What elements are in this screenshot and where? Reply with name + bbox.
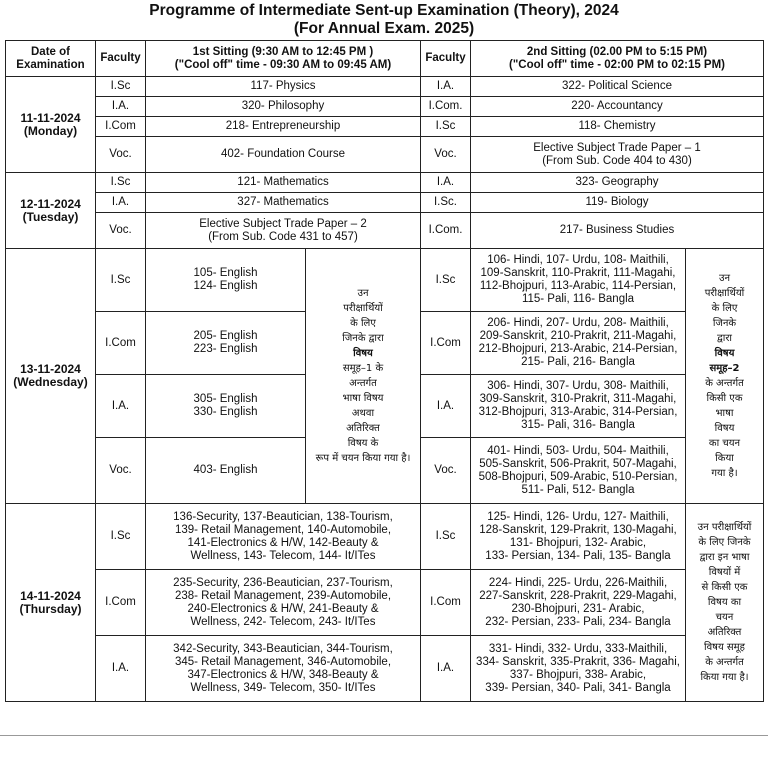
exam-schedule-table — [5, 40, 764, 702]
faculty-cell: I.Com — [421, 312, 471, 375]
faculty-cell: Voc. — [421, 438, 471, 504]
document-header — [0, 0, 768, 40]
faculty-cell: I.A. — [421, 375, 471, 438]
table-row — [6, 193, 764, 213]
subject-cell: 327- Mathematics — [146, 193, 421, 213]
subject-cell: Elective Subject Trade Paper – 2 (From Sub. Code 431 to 457) — [146, 213, 421, 249]
faculty-cell: I.Com. — [421, 213, 471, 249]
col-sitting-1: 1st Sitting (9:30 AM to 12:45 PM ) ("Cool off" time - 09:30 AM to 09:45 AM) — [146, 41, 421, 77]
subject-cell: 402- Foundation Course — [146, 137, 421, 173]
subject-cell: 323- Geography — [471, 173, 764, 193]
col-sitting-2: 2nd Sitting (02.00 PM to 5:15 PM) ("Cool off" time - 02:00 PM to 02:15 PM) — [471, 41, 764, 77]
faculty-cell: I.Com — [96, 570, 146, 636]
subject-cell: 403- English — [146, 438, 306, 504]
faculty-cell: I.Sc — [421, 249, 471, 312]
subject-cell: 322- Political Science — [471, 77, 764, 97]
table-row — [6, 117, 764, 137]
col-faculty-2: Faculty — [421, 41, 471, 77]
faculty-cell: Voc. — [96, 137, 146, 173]
subject-cell: 320- Philosophy — [146, 97, 421, 117]
faculty-cell: I.Sc — [96, 173, 146, 193]
table-row — [6, 173, 764, 193]
faculty-cell: I.Sc — [421, 504, 471, 570]
subject-cell: 136-Security, 137-Beautician, 138-Tourism, 139- Retail Management, 140-Automobile, 141-Electronics & H/W, 142-Beauty & Wellness, 143- Telecom, 144- It/ITes — [146, 504, 421, 570]
subject-cell: 235-Security, 236-Beautician, 237-Tourism, 238- Retail Management, 239-Automobile, 240-Electronics & H/W, 241-Beauty & Wellness, 242- Telecom, 243- It/ITes — [146, 570, 421, 636]
header-row — [6, 41, 764, 77]
hindi-note-cell: उन परीक्षार्थियों के लिए जिनके द्वारा विषय समूह–1 के अन्तर्गत भाषा विषय अथवा अतिरिक्त विषय के रूप में चयन किया गया है। — [306, 249, 421, 504]
table-row — [6, 137, 764, 173]
faculty-cell: I.A. — [421, 173, 471, 193]
faculty-cell: I.A. — [421, 636, 471, 702]
table-row — [6, 504, 764, 570]
faculty-cell: I.A. — [421, 77, 471, 97]
subject-cell: 217- Business Studies — [471, 213, 764, 249]
date-cell: 11-11-2024 (Monday) — [6, 77, 96, 173]
subject-cell: 224- Hindi, 225- Urdu, 226-Maithili, 227-Sanskrit, 228-Prakrit, 229-Magahi, 230-Bhojpuri, 231- Arabic, 232- Persian, 233- Pali, 234- Bangla — [471, 570, 686, 636]
subject-cell: 105- English 124- English — [146, 249, 306, 312]
table-row — [6, 77, 764, 97]
date-cell: 12-11-2024 (Tuesday) — [6, 173, 96, 249]
subject-cell: Elective Subject Trade Paper – 1 (From Sub. Code 404 to 430) — [471, 137, 764, 173]
table-row — [6, 97, 764, 117]
hindi-note-cell: उन परीक्षार्थियों के लिए जिनके द्वारा विषय समूह–2 के अन्तर्गत किसी एक भाषा विषय का चयन किया गया है। — [686, 249, 764, 504]
subject-cell: 118- Chemistry — [471, 117, 764, 137]
date-cell: 13-11-2024 (Wednesday) — [6, 249, 96, 504]
faculty-cell: I.Com — [96, 312, 146, 375]
faculty-cell: I.Com — [96, 117, 146, 137]
faculty-cell: I.A. — [96, 375, 146, 438]
subject-cell: 206- Hindi, 207- Urdu, 208- Maithili, 209-Sanskrit, 210-Prakrit, 211-Magahi, 212-Bhojpuri, 213-Arabic, 214-Persian, 215- Pali, 216- Bangla — [471, 312, 686, 375]
table-row — [6, 249, 764, 312]
subject-cell: 342-Security, 343-Beautician, 344-Tourism, 345- Retail Management, 346-Automobile, 347-Electronics & H/W, 348-Beauty & Wellness, 349- Telecom, 350- It/ITes — [146, 636, 421, 702]
bottom-divider — [0, 735, 768, 736]
page-subtitle: (For Annual Exam. 2025) — [293, 20, 475, 37]
subject-cell: 306- Hindi, 307- Urdu, 308- Maithili, 309-Sanskrit, 310-Prakrit, 311-Magahi, 312-Bhojpuri, 313-Arabic, 314-Persian, 315- Pali, 316- Bangla — [471, 375, 686, 438]
faculty-cell: I.Sc. — [421, 193, 471, 213]
col-faculty-1: Faculty — [96, 41, 146, 77]
subject-cell: 106- Hindi, 107- Urdu, 108- Maithili, 109-Sanskrit, 110-Prakrit, 111-Magahi, 112-Bhojpuri, 113-Arabic, 114-Persian, 115- Pali, 116- Bangla — [471, 249, 686, 312]
faculty-cell: I.Com. — [421, 97, 471, 117]
table-row — [6, 213, 764, 249]
faculty-cell: I.Sc — [96, 77, 146, 97]
faculty-cell: Voc. — [421, 137, 471, 173]
table-row — [6, 636, 764, 702]
page-title: Programme of Intermediate Sent-up Examination (Theory), 2024 — [149, 2, 619, 19]
faculty-cell: I.Sc — [96, 504, 146, 570]
subject-cell: 125- Hindi, 126- Urdu, 127- Maithili, 128-Sanskrit, 129-Prakrit, 130-Magahi, 131- Bhojpuri, 132- Arabic, 133- Persian, 134- Pali, 135- Bangla — [471, 504, 686, 570]
subject-cell: 331- Hindi, 332- Urdu, 333-Maithili, 334- Sanskrit, 335-Prakrit, 336- Magahi, 337- Bhojpuri, 338- Arabic, 339- Persian, 340- Pali, 341- Bangla — [471, 636, 686, 702]
date-cell: 14-11-2024 (Thursday) — [6, 504, 96, 702]
faculty-cell: I.A. — [96, 636, 146, 702]
subject-cell: 119- Biology — [471, 193, 764, 213]
faculty-cell: I.Com — [421, 570, 471, 636]
hindi-note-cell: उन परीक्षार्थियों के लिए जिनके द्वारा इन भाषा विषयों में से किसी एक विषय का चयन अतिरिक्त विषय समूह के अन्तर्गत किया गया है। — [686, 504, 764, 702]
subject-cell: 218- Entrepreneurship — [146, 117, 421, 137]
faculty-cell: I.Sc — [421, 117, 471, 137]
subject-cell: 121- Mathematics — [146, 173, 421, 193]
subject-cell: 117- Physics — [146, 77, 421, 97]
subject-cell: 205- English 223- English — [146, 312, 306, 375]
subject-cell: 220- Accountancy — [471, 97, 764, 117]
faculty-cell: I.A. — [96, 97, 146, 117]
table-row — [6, 570, 764, 636]
faculty-cell: I.A. — [96, 193, 146, 213]
subject-cell: 401- Hindi, 503- Urdu, 504- Maithili, 505-Sanskrit, 506-Prakrit, 507-Magahi, 508-Bhojpuri, 509-Arabic, 510-Persian, 511- Pali, 512- Bangla — [471, 438, 686, 504]
subject-cell: 305- English 330- English — [146, 375, 306, 438]
faculty-cell: I.Sc — [96, 249, 146, 312]
faculty-cell: Voc. — [96, 438, 146, 504]
col-date: Date of Examination — [6, 41, 96, 77]
faculty-cell: Voc. — [96, 213, 146, 249]
